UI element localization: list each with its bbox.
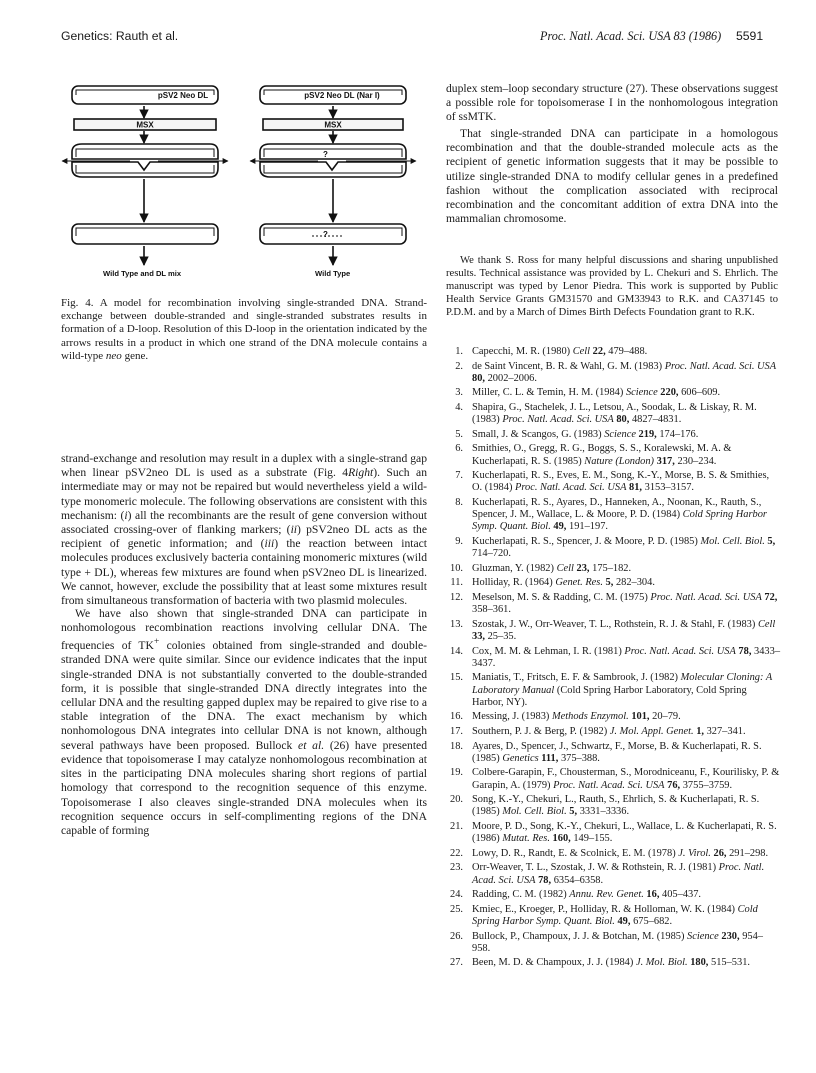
reference-journal: Proc. Natl. Acad. Sci. USA (502, 414, 614, 426)
reference-number: 21. (450, 820, 463, 832)
reference-authors: Southern, P. J. & Berg, P. (1982) (472, 725, 608, 737)
reference-journal: Cold Spring Harbor Symp. Quant. Biol. (472, 509, 767, 533)
reference-volume: 78, (738, 645, 752, 657)
reference-pages: 174–176. (659, 428, 699, 440)
reference-journal: Proc. Natl. Acad. Sci. USA (515, 482, 627, 494)
right-paragraph-1: duplex stem–loop secondary structure (27). These observations suggest a possible role for topoisomerase I in the nonhomologous integration of ssMTK. (446, 82, 778, 124)
reference-authors: Orr-Weaver, T. L., Szostak, J. W. & Rothstein, R. J. (1981) (472, 862, 717, 874)
reference-item (446, 862, 780, 886)
reference-item (446, 767, 780, 791)
reference-item (446, 361, 780, 385)
reference-journal: Proc. Natl. Acad. Sci. USA (472, 862, 765, 886)
reference-item (446, 536, 780, 560)
reference-volume: 49, (553, 521, 567, 533)
reference-item (446, 957, 780, 969)
reference-journal: Annu. Rev. Genet. (569, 889, 644, 901)
reference-volume: 5, (569, 806, 578, 818)
right-result-label: Wild Type (315, 269, 351, 278)
reference-journal: Genetics (502, 752, 539, 764)
reference-volume: 180, (690, 957, 709, 969)
reference-pages: 4827–4831. (631, 414, 682, 426)
reference-item (446, 592, 780, 616)
reference-number: 19. (450, 767, 463, 779)
reference-journal: Cell (757, 618, 776, 630)
reference-item (446, 646, 780, 670)
reference-journal: Methods Enzymol. (551, 711, 629, 723)
reference-volume: 49, (617, 915, 631, 927)
reference-pages: 175–182. (592, 562, 632, 574)
reference-pages: 2002–2006. (487, 372, 537, 384)
reference-volume: 1, (696, 725, 704, 737)
reference-authors: Moore, P. D., Song, K.-Y., Chekuri, L., Wallace, L. & Kucherlapati, R. S. (1986) (472, 820, 777, 845)
reference-number: 5. (455, 428, 463, 440)
reference-pages: 954–958. (472, 930, 763, 954)
reference-volume: 72, (764, 591, 778, 603)
reference-authors: Kucherlapati, R. S., Spencer, J. & Moore, P. D. (1985) (472, 535, 698, 547)
reference-volume: 317, (656, 455, 675, 467)
acknowledgments: We thank S. Ross for many helpful discussions and sharing unpublished results. Technical assistance was provided by L. Chekuri and S. Ehrlich. The manuscript was typed by Lenor Piedra. This work is supported by Public Health Service Grants GM31570 and GM33943 to R.K. and CA37145 to P.D.M. and by a March of Dimes Birth Defects Foundation grant to R.K. (446, 255, 778, 318)
fig-ref-right: Right (348, 466, 374, 480)
reference-item (446, 672, 780, 709)
reference-number: 14. (450, 645, 463, 657)
left-plasmid-label: pSV2 Neo DL (157, 91, 209, 100)
figure-caption (61, 297, 427, 363)
reference-volume: 26, (713, 847, 727, 859)
reference-pages: 606–609. (681, 387, 721, 399)
reference-authors: Bullock, P., Champoux, J. J. & Botchan, M. (1985) (472, 930, 685, 942)
reference-pages: 479–488. (608, 346, 648, 357)
reference-journal: Proc. Natl. Acad. Sci. USA (553, 779, 665, 791)
reference-authors: Song, K.-Y., Chekuri, L., Rauth, S., Ehrlich, S. & Kucherlapati, R. S. (1985) (472, 794, 760, 818)
right-dloop-outer (260, 144, 406, 159)
reference-pages: 25–35. (487, 630, 517, 642)
reference-number: 10. (450, 562, 463, 574)
left-dloop-bottom (72, 162, 218, 177)
reference-volume: 5, (605, 577, 614, 589)
reference-journal: Mutat. Res. (502, 833, 550, 845)
reference-authors: Szostak, J. W., Orr-Weaver, T. L., Rothstein, R. J. & Stahl, F. (1983) (472, 618, 756, 630)
left-product-outer (72, 224, 218, 244)
reference-item (446, 931, 780, 955)
running-header-left: Genetics: Rauth et al. (61, 29, 179, 43)
reference-pages: 20–79. (652, 711, 681, 723)
caption-label: Fig. 4. (61, 297, 94, 309)
reference-pages: 675–682. (633, 915, 673, 927)
reference-journal: Cell (556, 562, 574, 574)
left-dloop-inner (76, 149, 214, 157)
reference-journal: Science (687, 930, 719, 942)
right-question-mark-2: ? (323, 230, 328, 239)
reference-authors: Messing, J. (1983) (472, 711, 550, 723)
reference-item (446, 346, 780, 358)
reference-volume: 219, (638, 428, 657, 440)
reference-journal: Nature (London) (584, 455, 655, 467)
reference-number: 3. (455, 387, 463, 399)
reference-volume: 111, (541, 752, 559, 764)
right-msx-label: MSX (324, 120, 342, 130)
reference-item (446, 889, 780, 901)
right-question-mark-1: ? (323, 150, 328, 159)
reference-number: 23. (450, 862, 463, 874)
reference-authors: Been, M. D. & Champoux, J. J. (1984) (472, 957, 634, 969)
reference-number: 22. (450, 847, 463, 859)
reference-pages: (Cold Spring Harbor Laboratory, Cold Spring Harbor, NY). (472, 684, 747, 708)
reference-journal: Cold Spring Harbor Symp. Quant. Biol. (472, 903, 758, 927)
reference-number: 25. (450, 903, 463, 915)
reference-item (446, 794, 780, 818)
left-result-label: Wild Type and DL mix (103, 269, 182, 278)
reference-journal: Cell (572, 346, 591, 357)
reference-volume: 23, (576, 562, 590, 574)
reference-pages: 358–361. (472, 604, 511, 616)
reference-pages: 714–720. (472, 548, 511, 560)
reference-number: 16. (450, 711, 463, 723)
reference-pages: 405–437. (662, 889, 701, 901)
reference-item (446, 563, 780, 575)
reference-volume: 80, (472, 372, 485, 384)
reference-pages: 3153–3157. (644, 482, 694, 494)
reference-item (446, 443, 780, 467)
reference-number: 7. (455, 470, 463, 482)
reference-number: 9. (455, 535, 463, 547)
recombination-diagram (60, 82, 435, 280)
reference-pages: 3755–3759. (682, 779, 733, 791)
reference-authors: Meselson, M. S. & Radding, C. M. (1975) (472, 591, 648, 603)
reference-journal: Molecular Cloning: A Laboratory Manual (472, 672, 773, 696)
reference-item (446, 711, 780, 723)
reference-authors: Radding, C. M. (1982) (472, 889, 567, 901)
reference-authors: Gluzman, Y. (1982) (472, 562, 554, 574)
reference-pages: 515–531. (711, 957, 750, 969)
figure-4 (60, 82, 435, 280)
reference-volume: 230, (721, 930, 740, 942)
reference-volume: 33, (472, 630, 485, 642)
reference-number: 20. (450, 794, 463, 806)
reference-journal: Proc. Natl. Acad. Sci. USA (664, 360, 777, 372)
reference-pages: 282–304. (615, 577, 655, 589)
reference-authors: Kucherlapati, R. S., Eves, E. M., Song, K.-Y., Morse, B. S. & Smithies, O. (1984) (472, 470, 770, 494)
reference-volume: 5, (767, 535, 776, 547)
reference-authors: Ayares, D., Spencer, J., Schwartz, F., Morse, B. & Kucherlapati, R. S. (1985) (472, 740, 762, 764)
reference-item (446, 402, 780, 426)
reference-volume: 81, (629, 482, 643, 494)
reference-volume: 78, (538, 874, 552, 886)
caption-neo: neo (105, 349, 122, 362)
reference-item (446, 726, 780, 738)
reference-number: 15. (450, 672, 463, 684)
caption-text: A model for recombination involving single-stranded DNA. Strand-exchange between double-stranded and single-stranded substrates results in formation of a D-loop. Resolution of this D-loop in the orientation indicated by the arrows results in a product in which one strand of the DNA molecule contains a wild-type (61, 297, 427, 362)
reference-journal: J. Mol. Appl. Genet. (609, 725, 694, 737)
reference-number: 26. (450, 930, 463, 942)
reference-authors: Maniatis, T., Fritsch, E. F. & Sambrook, J. (1982) (472, 672, 679, 684)
reference-volume: 160, (552, 833, 571, 845)
reference-journal: Mol. Cell. Biol. (700, 535, 765, 547)
reference-authors: Smithies, O., Gregg, R. G., Boggs, S. S., Koralewski, M. A. & Kucherlapati, R. S. (1985) (472, 443, 732, 467)
reference-authors: Cox, M. M. & Lehman, I. R. (1981) (472, 645, 622, 657)
right-panel (250, 86, 416, 278)
reference-number: 1. (455, 346, 463, 357)
reference-authors: Kmiec, E., Kroeger, P., Holliday, R. & Holloman, W. K. (1984) (472, 903, 735, 915)
right-plasmid-label: pSV2 Neo DL (Nar I) (304, 91, 380, 100)
reference-number: 27. (450, 957, 463, 969)
reference-number: 8. (455, 496, 463, 508)
reference-pages: 191–197. (569, 521, 608, 533)
reference-volume: 220, (660, 387, 679, 399)
reference-volume: 80, (616, 414, 630, 426)
reference-pages: 149–155. (573, 833, 613, 845)
reference-authors: Holliday, R. (1964) (472, 577, 553, 589)
reference-item (446, 577, 780, 589)
reference-item (446, 904, 780, 928)
reference-number: 18. (450, 740, 463, 752)
right-product-outer (260, 224, 406, 244)
reference-pages: 3331–3336. (579, 806, 630, 818)
reference-pages: 3433–3437. (472, 645, 781, 669)
reference-authors: Shapira, G., Stachelek, J. L., Letsou, A., Soodak, L. & Liskay, R. M. (1983) (472, 401, 757, 426)
reference-authors: Lowy, D. R., Randt, E. & Scolnick, E. M. (1978) (472, 847, 676, 859)
reference-pages: 291–298. (729, 847, 769, 859)
reference-journal: Mol. Cell. Biol. (502, 806, 567, 818)
reference-pages: 6354–6358. (553, 874, 604, 886)
reference-authors: Kucherlapati, R. S., Ayares, D., Hanneken, A., Noonan, K., Rauth, S., Spencer, J. M., Wallace, L. & Moore, P. D. (1984) (472, 496, 762, 521)
reference-number: 13. (450, 618, 463, 630)
reference-journal: Genet. Res. (555, 577, 603, 589)
reference-volume: 16, (646, 889, 660, 901)
reference-journal: Science (625, 387, 658, 399)
reference-authors: Miller, C. L. & Temin, H. M. (1984) (472, 387, 624, 399)
reference-number: 24. (450, 889, 463, 901)
reference-item (446, 470, 780, 494)
reference-authors: Capecchi, M. R. (1980) (472, 346, 571, 357)
left-panel (62, 86, 228, 278)
reference-number: 12. (450, 591, 463, 603)
reference-journal: J. Virol. (678, 847, 711, 859)
reference-number: 2. (455, 360, 463, 372)
reference-journal: Science (604, 428, 636, 440)
reference-authors: Colbere-Garapin, F., Chousterman, S., Morodniceanu, F., Kourilisky, P. & Garapin, A. (1979) (472, 767, 780, 791)
reference-pages: 327–341. (706, 725, 746, 737)
reference-item (446, 741, 780, 765)
reference-item (446, 821, 780, 845)
reference-volume: 22, (592, 346, 606, 357)
reference-item (446, 497, 780, 534)
reference-authors: Small, J. & Scangos, G. (1983) (472, 428, 602, 440)
left-dloop-outer (72, 144, 218, 159)
reference-pages: 375–388. (560, 752, 600, 764)
caption-tail: gene. (124, 349, 149, 362)
right-paragraph-2: That single-stranded DNA can participate in a homologous recombination and that the double-stranded molecule acts as the recipient of genetic information suggests that it may be possible to utilize single-stranded DNA to modify cellular genes in a predefined fashion without the complication associated with reciprocal recombination and the concomitant addition of extra DNA into the mammalian chromosome. (446, 127, 778, 226)
reference-item (446, 387, 780, 399)
reference-pages: 230–234. (677, 455, 717, 467)
reference-number: 4. (455, 401, 463, 413)
left-msx-label: MSX (136, 120, 154, 130)
running-header-journal: Proc. Natl. Acad. Sci. USA 83 (1986) (540, 29, 722, 43)
reference-volume: 76, (667, 779, 681, 791)
reference-journal: J. Mol. Biol. (635, 957, 688, 969)
left-paragraph-1: strand-exchange and resolution may result in a duplex with a single-strand gap when linear pSV2neo DL is used as a substrate (Fig. 4Right). Such an intermediate may or may not be repaired but would nevertheless yield a wild-type monomeric molecule. The following observations are consistent with this mechanism: (i) all the recombinants are the result of gene conversion without associated crossing-over of flanking markers; (ii) pSV2neo DL acts as the recipient of genetic information; and (iii) the reaction between intact molecules produces exclusively bacteria containing monomeric mixtures (wild type + DL), whereas few mixtures are found when pSV2neo DL is linearized. We cannot, however, exclude the possibility that at least some mixtures result from simultaneous transformation of bacteria with two plasmid molecules. (61, 452, 428, 608)
reference-list (446, 346, 780, 972)
reference-authors: de Saint Vincent, B. R. & Wahl, G. M. (1983) (472, 360, 663, 372)
page-number: 5591 (736, 29, 764, 43)
reference-number: 6. (455, 443, 463, 455)
reference-journal: Proc. Natl. Acad. Sci. USA (650, 591, 762, 603)
reference-item (446, 848, 780, 860)
right-dloop-bottom (260, 162, 406, 177)
reference-journal: Proc. Natl. Acad. Sci. USA (624, 645, 736, 657)
reference-volume: 101, (631, 711, 650, 723)
left-paragraph-2: We have also shown that single-stranded DNA can participate in nonhomologous recombination reactions involving cellular DNA. The frequencies of TK+ colonies obtained from single-stranded and double-stranded DNA were quite similar. Since our evidence indicates that the input single-stranded DNA is not substantially converted to the double-stranded form, it is possible that single-stranded DNA directly integrates into the cellular DNA and the resulting gapped duplex may be repaired to give rise to a stable integration of the DNA. The exact mechanism by which nonhomologous DNA integrates into cellular DNA is not known, although several pathways have been proposed. Bullock et al. (26) have presented evidence that topoisomerase I may catalyze nonhomologous recombination at sites in the participating DNA molecules sharing short regions of partial homology that correspond to the recognition sequence of this enzyme. Topoisomerase I also cleaves single-stranded DNA molecules when its recognition sequence occurs in self-complimenting regions of the DNA capable of forming (61, 607, 427, 837)
reference-item (446, 619, 780, 643)
reference-item (446, 429, 780, 441)
reference-number: 11. (450, 577, 463, 589)
reference-number: 17. (450, 725, 463, 737)
